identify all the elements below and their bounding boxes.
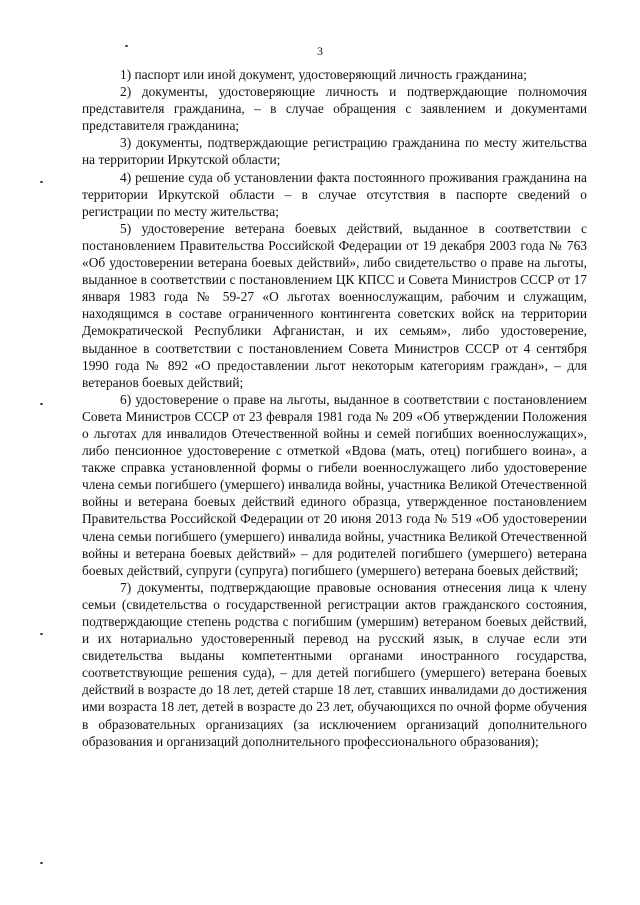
list-item-6: 6) удостоверение о праве на льготы, выданное в соответствии с постановлением Совета Министров СССР от 23 февраля 1981 года № 209 «Об утверждении Положения о льготах для инвалидов Отечественной войны и семей погибших военнослужащих», либо пенсионное удостоверение с отметкой «Вдова (мать, отец) погибшего воина», а также справка установленной формы о гибели военнослужащего либо удостоверение члена семьи погибшего (умершего) инвалида войны, участника Великой Отечественной войны и ветерана боевых действий единого образца, утвержденное постановлением Правительства Российской Федерации от 20 июня 2013 года № 519 «Об удостоверении члена семьи погибшего (умершего) инвалида войны, участника Великой Отечественной войны и ветерана боевых действий» – для родителей погибшего (умершего) ветерана боевых действий, супруги (супруга) погибшего (умершего) ветерана боевых действий;	[82, 391, 587, 578]
scan-speck	[40, 181, 43, 183]
page-number: 3	[317, 44, 323, 58]
list-item-5: 5) удостоверение ветерана боевых действий, выданное в соответствии с постановлением Правительства Российской Федерации от 19 декабря 2003 года № 763 «Об удостоверении ветерана боевых действий», либо свидетельство о праве на льготы, выданное в соответствии с постановлением ЦК КПСС и Совета Министров СССР от 17 января 1983 года № 59-27 «О льготах военнослужащим, рабочим и служащим, находящимся в составе ограниченного контингента советских войск на территории Демократической Республики Афганистан, и их семьям», либо удостоверение, выданное в соответствии с постановлением Совета Министров СССР от 4 сентября 1990 года № 892 «О предоставлении льгот некоторым категориям граждан», – для ветеранов боевых действий;	[82, 220, 587, 390]
scan-speck	[125, 45, 128, 47]
scan-speck	[40, 633, 43, 635]
list-item-3: 3) документы, подтверждающие регистрацию гражданина по месту жительства на территории Иркутской области;	[82, 135, 587, 168]
list-item-4: 4) решение суда об установлении факта постоянного проживания гражданина на территории Иркутской области – в случае отсутствия в паспорте сведений о регистрации по месту жительства;	[82, 169, 587, 219]
scan-speck	[40, 403, 43, 405]
list-item-7: 7) документы, подтверждающие правовые основания отнесения лица к члену семьи (свидетельства о государственной регистрации актов гражданского состояния, подтверждающие степень родства с погибшим (умершим) ветераном боевых действий, и их нотариально удостоверенный перевод на русский язык, в случае если эти свидетельства выданы компетентными органами иностранного государства, соответствующие решения суда), – для детей погибшего (умершего) ветерана боевых действий в возрасте до 18 лет, детей старше 18 лет, ставших инвалидами до достижения ими возраста 18 лет, детей в возрасте до 23 лет, обучающихся по очной форме обучения в образовательных организациях (за исключением организаций дополнительного образования и организаций дополнительного профессионального образования);	[82, 579, 587, 749]
list-item-2: 2) документы, удостоверяющие личность и подтверждающие полномочия представителя гражданина, – в случае обращения с заявлением и документами представителя гражданина;	[82, 84, 587, 134]
list-item-1: 1) паспорт или иной документ, удостоверяющий личность гражданина;	[120, 67, 527, 82]
scan-speck	[40, 862, 43, 864]
document-body	[82, 66, 587, 750]
